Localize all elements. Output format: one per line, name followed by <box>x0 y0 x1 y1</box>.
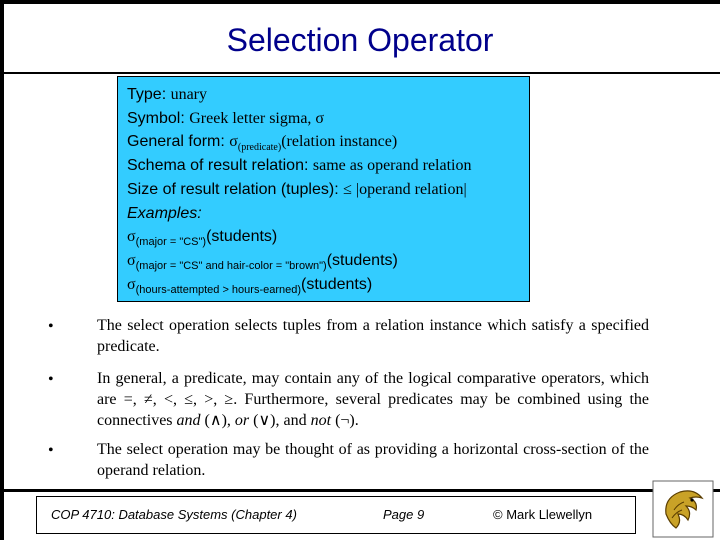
bullet-2-text <box>97 368 649 431</box>
and-symbol: (∧), <box>200 412 235 429</box>
sigma-symbol: σ <box>229 133 238 150</box>
schema-line <box>127 157 471 175</box>
not-symbol: (¬). <box>331 412 359 429</box>
general-form-label: General form: <box>127 133 230 150</box>
or-symbol: (∨), and <box>249 412 311 429</box>
connective-not: not <box>310 412 332 429</box>
leq-symbol: ≤ <box>343 181 356 198</box>
connective-or: or <box>234 412 250 429</box>
symbol-line <box>127 110 324 128</box>
example-3 <box>127 276 372 294</box>
type-label: Type: <box>127 86 171 103</box>
bullet-2-intro: In general, a predicate, may contain any of the logical comparative operators, which are =, ≠, <, ≤, >, ≥. Furthermore, several predicates may be combined using the connectives <box>97 370 649 429</box>
bullet-3-text: The select operation may be thought of as providing a horizontal cross-section of the operand relation. <box>97 441 649 479</box>
type-value: unary <box>170 86 208 103</box>
footer-author: © Mark Llewellyn <box>493 507 593 522</box>
footer-course: COP 4710: Database Systems (Chapter 4) <box>51 507 297 522</box>
general-form-argument: (relation instance) <box>281 133 398 150</box>
sigma-symbol: σ <box>127 252 136 269</box>
connective-and: and <box>176 412 201 429</box>
example-3-predicate: (hours-attempted > hours-earned) <box>135 284 302 296</box>
schema-value: same as operand relation <box>312 157 472 174</box>
type-line <box>127 86 207 104</box>
bullet-marker: • <box>48 442 54 459</box>
example-1-relation: (students) <box>206 228 278 245</box>
university-logo-icon <box>652 480 714 538</box>
sigma-symbol: σ <box>127 228 136 245</box>
bullet-marker: • <box>48 318 54 335</box>
slide-frame-left <box>0 0 4 540</box>
example-2-relation: (students) <box>326 252 398 269</box>
slide-title: Selection Operator <box>226 22 494 58</box>
footer-divider <box>0 489 720 492</box>
title-divider <box>0 72 720 74</box>
bullet-1-text: The select operation selects tuples from a relation instance which satisfy a specified predicate. <box>97 317 649 355</box>
size-value: operand relation <box>359 181 464 198</box>
slide-frame-top <box>0 0 720 4</box>
footer-bar <box>36 496 636 534</box>
size-bar-right: | <box>463 181 467 198</box>
schema-label: Schema of result relation: <box>127 157 313 174</box>
example-1 <box>127 228 277 246</box>
size-bar-left: | <box>355 181 360 198</box>
general-form-subscript: (predicate) <box>237 142 282 153</box>
size-line <box>127 181 467 199</box>
example-1-predicate: (major = "CS") <box>135 236 207 248</box>
size-label: Size of result relation (tuples): <box>127 181 344 198</box>
sigma-symbol: σ <box>127 276 136 293</box>
symbol-value: Greek letter sigma, σ <box>189 110 325 127</box>
general-form-line <box>127 133 397 151</box>
footer-page: Page 9 <box>383 507 425 522</box>
example-2 <box>127 252 398 270</box>
example-3-relation: (students) <box>301 276 373 293</box>
examples-label: Examples: <box>127 205 202 222</box>
bullet-marker: • <box>48 371 54 388</box>
symbol-label: Symbol: <box>127 110 190 127</box>
example-2-predicate: (major = "CS" and hair-color = "brown") <box>135 260 327 272</box>
